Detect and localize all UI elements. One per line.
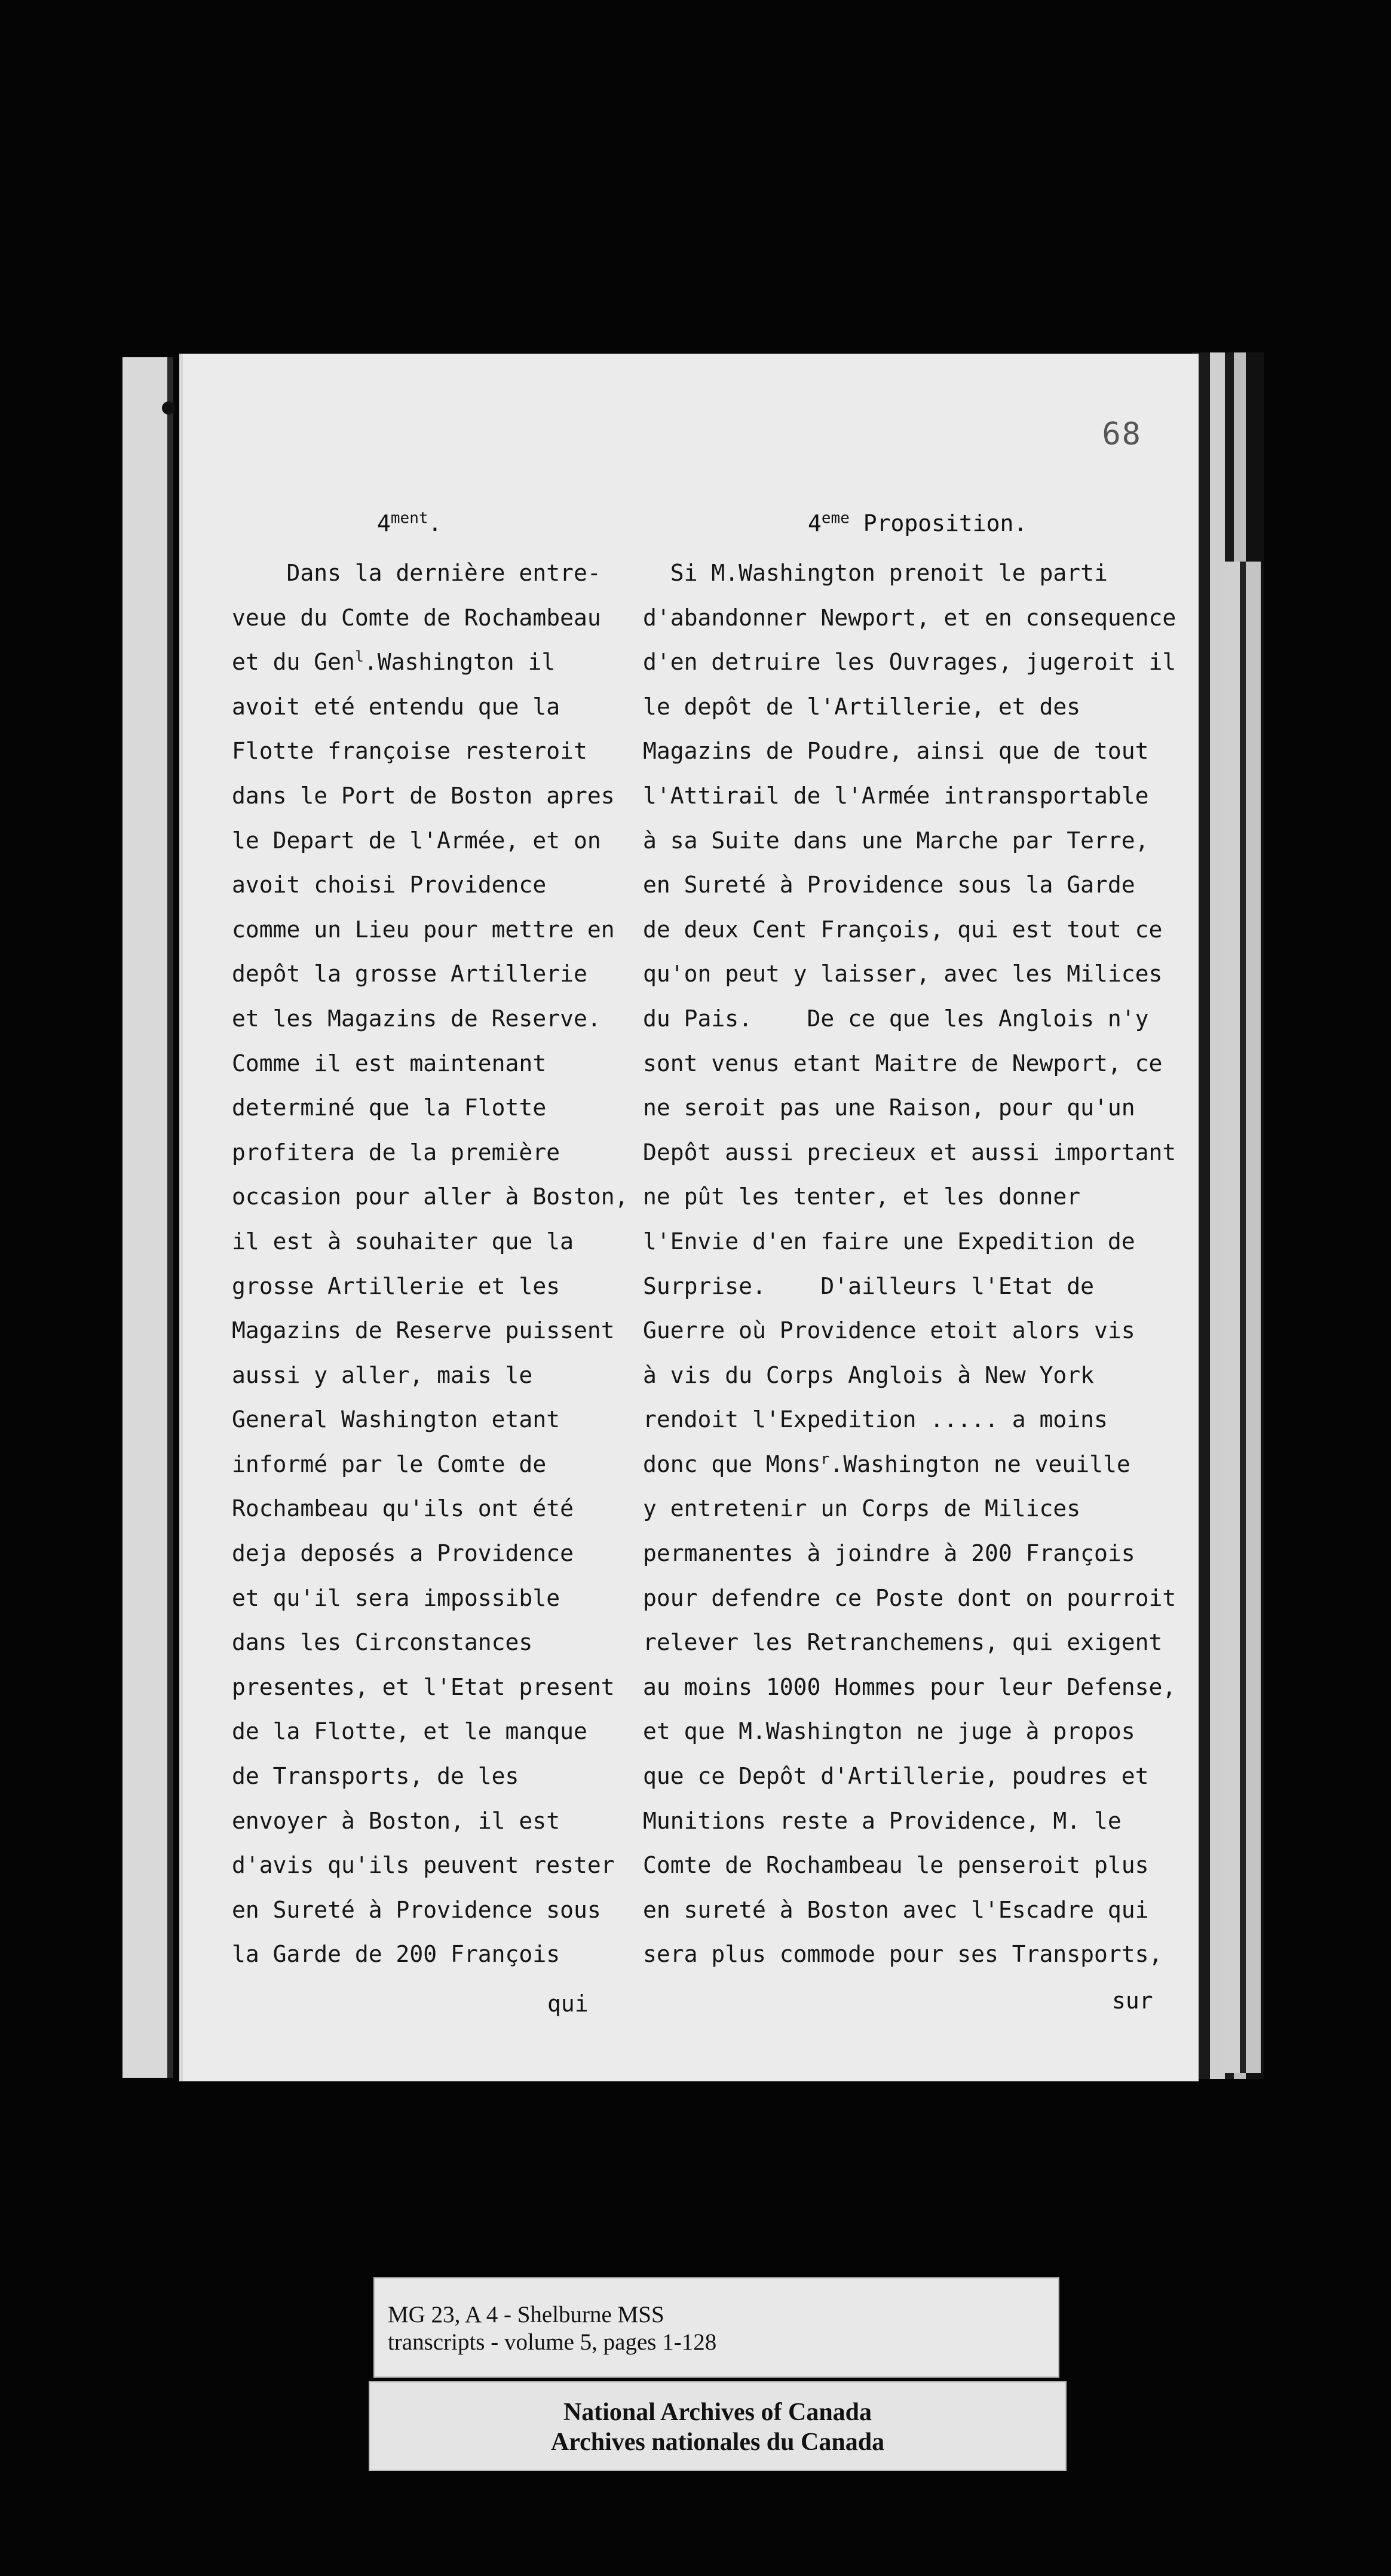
left-line xyxy=(232,774,686,818)
left-line-text: veue du Comte de Rochambeau xyxy=(232,604,601,631)
right-line xyxy=(643,1486,1193,1531)
right-line-text: de deux Cent François, qui est tout ce xyxy=(643,916,1163,943)
left-line xyxy=(232,1353,686,1398)
right-line-text: ne seroit pas une Raison, pour qu'un xyxy=(643,1094,1135,1121)
right-line xyxy=(643,1665,1193,1710)
right-line xyxy=(643,1442,1193,1487)
left-line xyxy=(232,1397,686,1442)
left-line xyxy=(232,596,686,640)
left-line xyxy=(232,907,686,952)
right-heading-number: 4 xyxy=(808,510,822,536)
right-line xyxy=(643,907,1193,952)
left-line-text: la Garde de 200 François xyxy=(232,1941,560,1968)
left-line-text: Dans la dernière entre- xyxy=(232,560,601,586)
left-column-heading xyxy=(377,510,442,536)
left-line-text: avoit eté entendu que la xyxy=(232,693,560,720)
right-line-text: que ce Depôt d'Artillerie, poudres et xyxy=(643,1763,1149,1790)
left-heading-number: 4 xyxy=(377,510,391,536)
left-line-rest: .Washington il xyxy=(363,649,556,676)
right-line-text: et que M.Washington ne juge à propos xyxy=(643,1718,1135,1745)
left-line-text: il est à souhaiter que la xyxy=(232,1228,574,1255)
right-line-text: l'Envie d'en faire une Expedition de xyxy=(643,1228,1135,1255)
left-line-text: Rochambeau qu'ils ont été xyxy=(232,1495,574,1522)
left-line-text: deja deposés a Providence xyxy=(232,1540,574,1567)
right-line xyxy=(643,1576,1193,1621)
left-heading-suffix: . xyxy=(428,510,442,536)
right-line-text: rendoit l'Expedition ..... a moins xyxy=(643,1406,1108,1433)
left-line-text: de Transports, de les xyxy=(232,1763,519,1790)
right-line-text: y entretenir un Corps de Milices xyxy=(643,1495,1081,1522)
right-heading-suffix: Proposition. xyxy=(849,510,1028,536)
left-line xyxy=(232,1041,686,1086)
right-line xyxy=(643,596,1193,640)
right-line-text: ne pût les tenter, et les donner xyxy=(643,1183,1081,1210)
left-line-text: aussi y aller, mais le xyxy=(232,1361,533,1388)
left-line xyxy=(232,1932,686,1977)
archive-reference-label xyxy=(373,2277,1059,2378)
right-line xyxy=(643,952,1193,996)
right-line-text: d'abandonner Newport, et en consequence xyxy=(643,604,1176,631)
left-line xyxy=(232,1620,686,1665)
right-line xyxy=(643,1174,1193,1219)
archive-name-english: National Archives of Canada xyxy=(563,2399,872,2426)
left-line xyxy=(232,1219,686,1264)
left-line xyxy=(232,1665,686,1710)
left-line-text: le Depart de l'Armée, et on xyxy=(232,827,601,854)
left-line-text: comme un Lieu pour mettre en xyxy=(232,916,615,943)
right-line-text: à vis du Corps Anglois à New York xyxy=(643,1361,1094,1388)
left-line xyxy=(232,1843,686,1888)
page-stack-lower xyxy=(1225,562,1261,2073)
right-line-text: pour defendre ce Poste dont on pourroit xyxy=(643,1584,1176,1611)
right-line xyxy=(643,729,1193,774)
left-line xyxy=(232,996,686,1041)
right-line-text: Munitions reste a Providence, M. le xyxy=(643,1807,1122,1834)
archive-reference-line2: transcripts - volume 5, pages 1-128 xyxy=(388,2329,717,2355)
left-line xyxy=(232,640,686,685)
right-line xyxy=(643,640,1193,685)
left-line-text: Comme il est maintenant xyxy=(232,1050,547,1077)
left-line xyxy=(232,1486,686,1531)
left-line-text: d'avis qu'ils peuvent rester xyxy=(232,1852,615,1879)
right-line-text: sera plus commode pour ses Transports, xyxy=(643,1941,1163,1968)
right-line xyxy=(643,863,1193,907)
left-line xyxy=(232,1754,686,1799)
right-line-text: permanentes à joindre à 200 François xyxy=(643,1540,1135,1567)
left-line xyxy=(232,1130,686,1175)
right-line-text: au moins 1000 Hommes pour leur Defense, xyxy=(643,1673,1176,1700)
right-line-text: à sa Suite dans une Marche par Terre, xyxy=(643,827,1149,854)
binding-spine xyxy=(167,357,173,2078)
left-line-text: de la Flotte, et le manque xyxy=(232,1718,587,1745)
right-column-text xyxy=(643,551,1193,1977)
right-line-rest: .Washington ne veuille xyxy=(829,1450,1130,1477)
right-line-text: Si M.Washington prenoit le parti xyxy=(643,560,1108,586)
right-line-text: relever les Retranchemens, qui exigent xyxy=(643,1629,1163,1656)
left-line xyxy=(232,863,686,907)
right-line-text: le depôt de l'Artillerie, et des xyxy=(643,693,1081,720)
left-line-text: et du Gen xyxy=(232,649,355,676)
right-line-text: qu'on peut y laisser, avec les Milices xyxy=(643,961,1163,988)
left-line xyxy=(232,729,686,774)
right-line xyxy=(643,1085,1193,1130)
right-heading-sup: eme xyxy=(821,509,850,528)
right-line xyxy=(643,685,1193,729)
left-line-text: Flotte françoise resteroit xyxy=(232,738,587,765)
left-line-text: occasion pour aller à Boston, xyxy=(232,1183,629,1210)
right-line xyxy=(643,1264,1193,1309)
left-line xyxy=(232,1888,686,1933)
left-line xyxy=(232,1264,686,1309)
right-line-sup: r xyxy=(820,1450,830,1468)
right-line xyxy=(643,1888,1193,1933)
right-line-text: l'Attirail de l'Armée intransportable xyxy=(643,782,1149,809)
left-line-text: grosse Artillerie et les xyxy=(232,1272,560,1299)
right-catchword: sur xyxy=(1112,1988,1153,2014)
right-line xyxy=(643,1754,1193,1799)
right-line xyxy=(643,1353,1193,1398)
right-line xyxy=(643,1531,1193,1576)
left-line-text: depôt la grosse Artillerie xyxy=(232,961,587,988)
right-line xyxy=(643,1843,1193,1888)
right-line xyxy=(643,1130,1193,1175)
left-line xyxy=(232,1174,686,1219)
left-column-text xyxy=(232,551,686,1977)
left-line-text: profitera de la première xyxy=(232,1139,560,1166)
right-line-text: en sureté à Boston avec l'Escadre qui xyxy=(643,1896,1149,1923)
left-catchword: qui xyxy=(547,1991,589,2017)
left-line-text: General Washington etant xyxy=(232,1406,560,1433)
right-line xyxy=(643,1041,1193,1086)
right-line xyxy=(643,1308,1193,1353)
right-line-text: Magazins de Poudre, ainsi que de tout xyxy=(643,738,1149,765)
left-line-text: presentes, et l'Etat present xyxy=(232,1673,615,1700)
right-line-text: Depôt aussi precieux et aussi important xyxy=(643,1139,1176,1166)
left-line-text: et les Magazins de Reserve. xyxy=(232,1005,601,1032)
left-line xyxy=(232,952,686,996)
punch-hole-icon xyxy=(162,401,175,415)
left-line xyxy=(232,1442,686,1487)
right-line-text: d'en detruire les Ouvrages, jugeroit il xyxy=(643,649,1176,676)
left-line xyxy=(232,1709,686,1754)
right-line xyxy=(643,774,1193,818)
right-column-heading xyxy=(808,510,1027,536)
right-line-text: du Pais. De ce que les Anglois n'y xyxy=(643,1005,1149,1032)
left-heading-sup: ment xyxy=(390,509,428,528)
left-line xyxy=(232,1576,686,1621)
right-line xyxy=(643,1620,1193,1665)
archive-name-label xyxy=(369,2381,1067,2471)
left-line-sup: l xyxy=(354,648,364,666)
left-line xyxy=(232,1308,686,1353)
right-line xyxy=(643,1219,1193,1264)
right-line-text: en Sureté à Providence sous la Garde xyxy=(643,872,1135,898)
right-line xyxy=(643,996,1193,1041)
left-line xyxy=(232,1799,686,1844)
right-line xyxy=(643,1799,1193,1844)
left-line-text: en Sureté à Providence sous xyxy=(232,1896,601,1923)
right-line xyxy=(643,1709,1193,1754)
left-line-text: dans le Port de Boston apres xyxy=(232,782,615,809)
left-line xyxy=(232,1085,686,1130)
left-line-text: et qu'il sera impossible xyxy=(232,1584,560,1611)
left-line-text: informé par le Comte de xyxy=(232,1450,547,1477)
left-page-edge xyxy=(122,357,173,2078)
left-line xyxy=(232,818,686,863)
left-line-text: dans les Circonstances xyxy=(232,1629,533,1656)
right-line xyxy=(643,818,1193,863)
left-line-text: avoit choisi Providence xyxy=(232,872,547,898)
right-line-text: Comte de Rochambeau le penseroit plus xyxy=(643,1852,1149,1879)
left-line-text: envoyer à Boston, il est xyxy=(232,1807,560,1834)
right-line-text: donc que Mons xyxy=(643,1450,821,1477)
left-line xyxy=(232,551,686,596)
page-number: 68 xyxy=(1102,416,1142,452)
manuscript-page xyxy=(179,354,1199,2081)
left-line xyxy=(232,685,686,729)
left-line xyxy=(232,1531,686,1576)
left-line-text: Magazins de Reserve puissent xyxy=(232,1317,615,1344)
archive-reference-line1: MG 23, A 4 - Shelburne MSS xyxy=(388,2302,664,2327)
right-line xyxy=(643,551,1193,596)
right-line xyxy=(643,1397,1193,1442)
left-line-text: determiné que la Flotte xyxy=(232,1094,547,1121)
right-line-text: Surprise. D'ailleurs l'Etat de xyxy=(643,1272,1094,1299)
right-line-text: Guerre où Providence etoit alors vis xyxy=(643,1317,1135,1344)
archive-name-french: Archives nationales du Canada xyxy=(550,2428,885,2456)
right-line xyxy=(643,1932,1193,1977)
right-line-text: sont venus etant Maitre de Newport, ce xyxy=(643,1050,1163,1077)
